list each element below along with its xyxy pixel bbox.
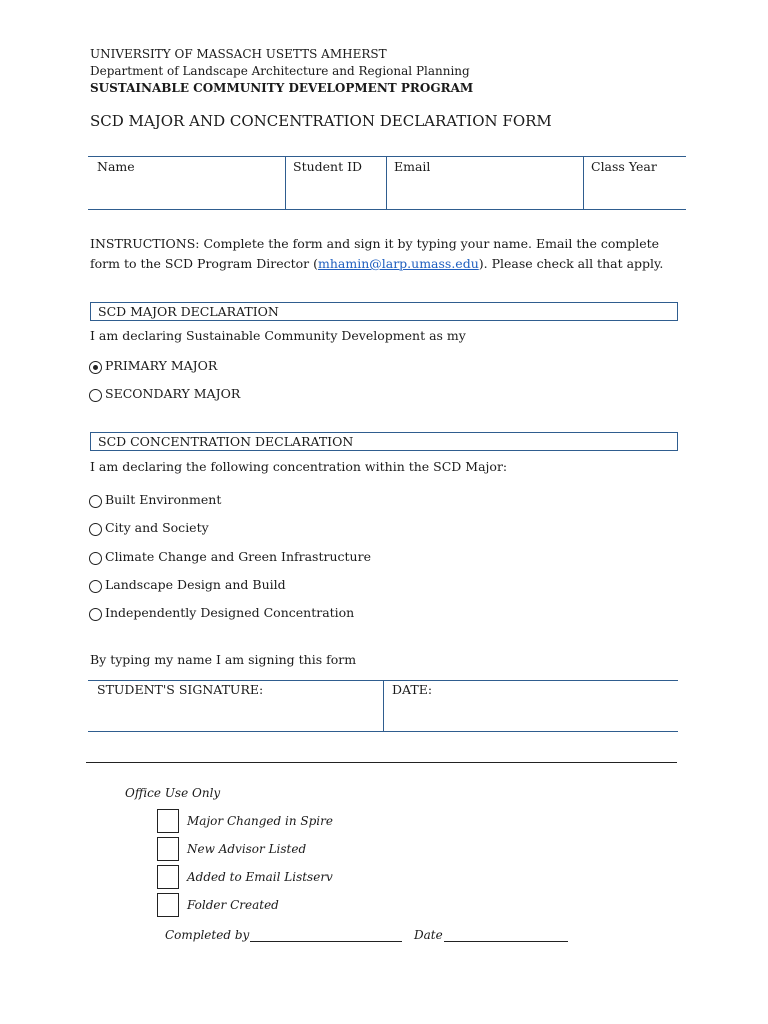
radio-icon[interactable] xyxy=(89,580,102,593)
option-label: Landscape Design and Build xyxy=(105,576,286,592)
email-listserv-label: Added to Email Listserv xyxy=(187,870,333,884)
instructions-text-end: ). Please check all that apply. xyxy=(478,256,664,271)
completed-by-label: Completed by xyxy=(165,928,250,942)
option-label: Climate Change and Green Infrastructure xyxy=(105,548,371,564)
landscape-design-option[interactable] xyxy=(89,575,286,593)
radio-icon[interactable] xyxy=(89,523,102,536)
major-section-heading xyxy=(90,302,678,321)
major-changed-checkbox[interactable] xyxy=(157,809,179,833)
form-title: SCD MAJOR AND CONCENTRATION DECLARATION FORM xyxy=(90,112,552,130)
folder-created-checkbox[interactable] xyxy=(157,893,179,917)
independently-designed-option[interactable] xyxy=(89,603,354,621)
director-email-link[interactable]: mhamin@larp.umass.edu xyxy=(317,256,479,271)
completed-date-label: Date xyxy=(414,928,443,942)
student-info-table xyxy=(88,156,686,210)
radio-icon[interactable] xyxy=(89,608,102,621)
major-changed-label: Major Changed in Spire xyxy=(187,814,333,828)
new-advisor-label: New Advisor Listed xyxy=(187,842,307,856)
instructions-text: INSTRUCTIONS: Complete the form and sign it by typing your name. Email the complete form to the SCD Program Director ( xyxy=(90,236,660,271)
climate-change-option[interactable] xyxy=(89,547,371,565)
email-field[interactable] xyxy=(385,157,584,209)
student-signature-label: STUDENT'S SIGNATURE: xyxy=(97,682,264,697)
completed-by-field[interactable] xyxy=(165,928,402,942)
folder-created-label: Folder Created xyxy=(187,898,279,912)
option-label: Independently Designed Concentration xyxy=(105,604,355,620)
completed-by-line xyxy=(250,929,402,942)
built-environment-option[interactable] xyxy=(89,490,221,508)
divider xyxy=(86,762,677,763)
option-label: City and Society xyxy=(105,519,209,535)
department-name: Department of Landscape Architecture and Regional Planning xyxy=(90,64,470,78)
completed-date-line xyxy=(444,929,568,942)
concentration-section-heading xyxy=(90,432,678,451)
email-label: Email xyxy=(394,159,431,174)
university-name: UNIVERSITY OF MASSACH USETTS AMHERST xyxy=(90,47,387,61)
major-prompt: I am declaring Sustainable Community Development as my xyxy=(90,328,466,343)
student-id-field[interactable] xyxy=(284,157,385,209)
option-label: Built Environment xyxy=(105,491,222,507)
concentration-section-heading-text: SCD CONCENTRATION DECLARATION xyxy=(98,434,354,449)
completed-date-field[interactable] xyxy=(414,928,568,942)
email-listserv-checkbox[interactable] xyxy=(157,865,179,889)
option-label: PRIMARY MAJOR xyxy=(105,357,218,373)
student-signature-field[interactable] xyxy=(88,681,384,731)
radio-icon[interactable] xyxy=(89,495,102,508)
office-use-title: Office Use Only xyxy=(125,786,221,800)
radio-icon[interactable] xyxy=(89,389,102,402)
name-label: Name xyxy=(97,159,135,174)
name-field[interactable] xyxy=(88,157,285,209)
primary-major-option[interactable] xyxy=(89,356,217,374)
program-name: SUSTAINABLE COMMUNITY DEVELOPMENT PROGRAM xyxy=(90,81,474,95)
signature-date-field[interactable] xyxy=(383,681,678,731)
instructions xyxy=(90,234,690,274)
radio-icon[interactable] xyxy=(89,552,102,565)
option-label: SECONDARY MAJOR xyxy=(105,385,241,401)
signature-date-label: DATE: xyxy=(392,682,433,697)
city-and-society-option[interactable] xyxy=(89,518,209,536)
new-advisor-checkbox[interactable] xyxy=(157,837,179,861)
secondary-major-option[interactable] xyxy=(89,384,240,402)
major-section-heading-text: SCD MAJOR DECLARATION xyxy=(98,304,279,319)
radio-selected-icon[interactable] xyxy=(89,361,102,374)
student-id-label: Student ID xyxy=(293,159,363,174)
signature-statement: By typing my name I am signing this form xyxy=(90,652,357,667)
concentration-prompt: I am declaring the following concentration within the SCD Major: xyxy=(90,459,508,474)
class-year-field[interactable] xyxy=(582,157,686,209)
signature-table xyxy=(88,680,678,732)
class-year-label: Class Year xyxy=(591,159,657,174)
